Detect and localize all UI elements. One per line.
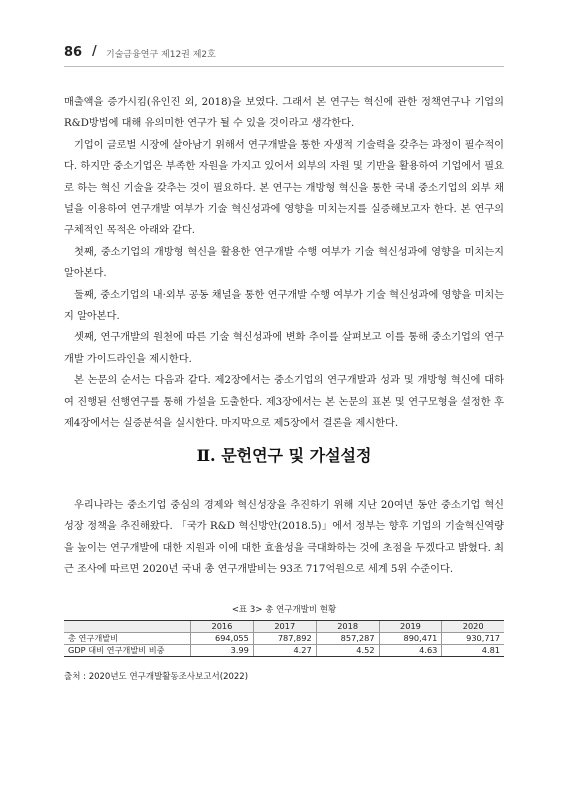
table-header-cell xyxy=(64,621,191,633)
paragraph-2: 기업이 글로벌 시장에 살아남기 위해서 연구개발을 통한 자생적 기술력을 갖추는 과정이 필수적이다. 하지만 중소기업은 부족한 자원을 가지고 있어서 외부의 자원 및 기반을 활용하여 기업에서 필요로 하는 혁신 기술을 갖추는 것이 필요하다. 본 연구는 개방형 혁신을 통한 국내 중소기업의 외부 채널을 이용하여 연구개발 여부가 기술 혁신성과에 영향을 미치는지를 실증해보고자 한다. 본 연구의 구체적인 목적은 아래와 같다. xyxy=(64,139,504,237)
table-cell: 4.63 xyxy=(379,645,442,657)
table-cell: 4.81 xyxy=(442,645,504,657)
paragraph-3: 첫째, 중소기업의 개방형 혁신을 활용한 연구개발 수행 여부가 기술 혁신성과에 영향을 미치는지 알아본다. xyxy=(64,246,504,280)
table-cell: 694,055 xyxy=(191,633,254,645)
table-cell: 3.99 xyxy=(191,645,254,657)
paragraph-6: 본 논문의 순서는 다음과 같다. 제2장에서는 중소기업의 연구개발과 성과 및 개방형 혁신에 대하여 진행된 선행연구를 통해 가설을 도출한다. 제3장에서는 본 논문의 표본 및 연구모형을 설정한 후 제4장에서는 실증분석을 실시한다. 마지막으로 제5장에서 결론을 제시한다. xyxy=(64,375,504,430)
table-cell: 890,471 xyxy=(379,633,442,645)
paragraph-1: 매출액을 증가시킴(유인진 외, 2018)을 보였다. 그래서 본 연구는 혁신에 관한 정책연구나 기업의 R&D방법에 대해 유의미한 연구가 될 수 있을 것이라고 생각한다. xyxy=(64,97,504,130)
intro-body xyxy=(64,92,504,435)
section-paragraph: 우리나라는 중소기업 중심의 경제와 혁신성장을 추진하기 위해 지난 20여년 동안 중소기업 혁신성장 정책을 추진해왔다. 「국가 R&D 혁신방안(2018.5)」에서 정부는 향후 기업의 기술혁신역량을 높이는 연구개발에 대한 지원과 이에 대한 효율성을 극대화하는 것에 초점을 두겠다고 밝혔다. 최근 조사에 따르면 2020년 국내 총 연구개발비는 93조 717억원으로 세계 5위 수준이다. xyxy=(64,500,504,576)
table-caption: <표 3> 총 연구개발비 현황 xyxy=(231,605,337,615)
table-header-cell: 2020 xyxy=(442,621,504,633)
section-title: Ⅱ. 문헌연구 및 가설설정 xyxy=(196,446,372,465)
table-cell: 4.52 xyxy=(316,645,379,657)
table-cell: 4.27 xyxy=(253,645,316,657)
table-cell: 787,892 xyxy=(253,633,316,645)
table-row-label: 총 연구개발비 xyxy=(64,633,191,645)
table-row xyxy=(64,633,504,645)
rd-expenditure-table xyxy=(64,620,504,657)
table-cell: 857,287 xyxy=(316,633,379,645)
section-body xyxy=(64,495,504,581)
journal-title: 기술금융연구 제12권 제2호 xyxy=(106,50,216,60)
table-header-row xyxy=(64,621,504,633)
table-header-cell: 2016 xyxy=(191,621,254,633)
page-number: 86 xyxy=(64,45,83,60)
table-cell: 930,717 xyxy=(442,633,504,645)
table-row-label: GDP 대비 연구개발비 비중 xyxy=(64,645,191,657)
paragraph-4: 둘째, 중소기업의 내·외부 공동 채널을 통한 연구개발 수행 여부가 기술 혁신성과에 영향을 미치는지 알아본다. xyxy=(64,289,504,323)
header-rule xyxy=(64,66,504,67)
table-source: 출처 : 2020년도 연구개발활동조사보고서(2022) xyxy=(64,672,249,682)
table-header-cell: 2019 xyxy=(379,621,442,633)
table-row xyxy=(64,645,504,657)
running-header xyxy=(64,44,504,64)
table-header-cell: 2018 xyxy=(316,621,379,633)
table-header-cell: 2017 xyxy=(253,621,316,633)
header-separator: / xyxy=(92,44,97,59)
paragraph-5: 셋째, 연구개발의 원천에 따른 기술 혁신성과에 변화 추이를 살펴보고 이를 통해 중소기업의 연구개발 가이드라인을 제시한다. xyxy=(64,332,504,365)
